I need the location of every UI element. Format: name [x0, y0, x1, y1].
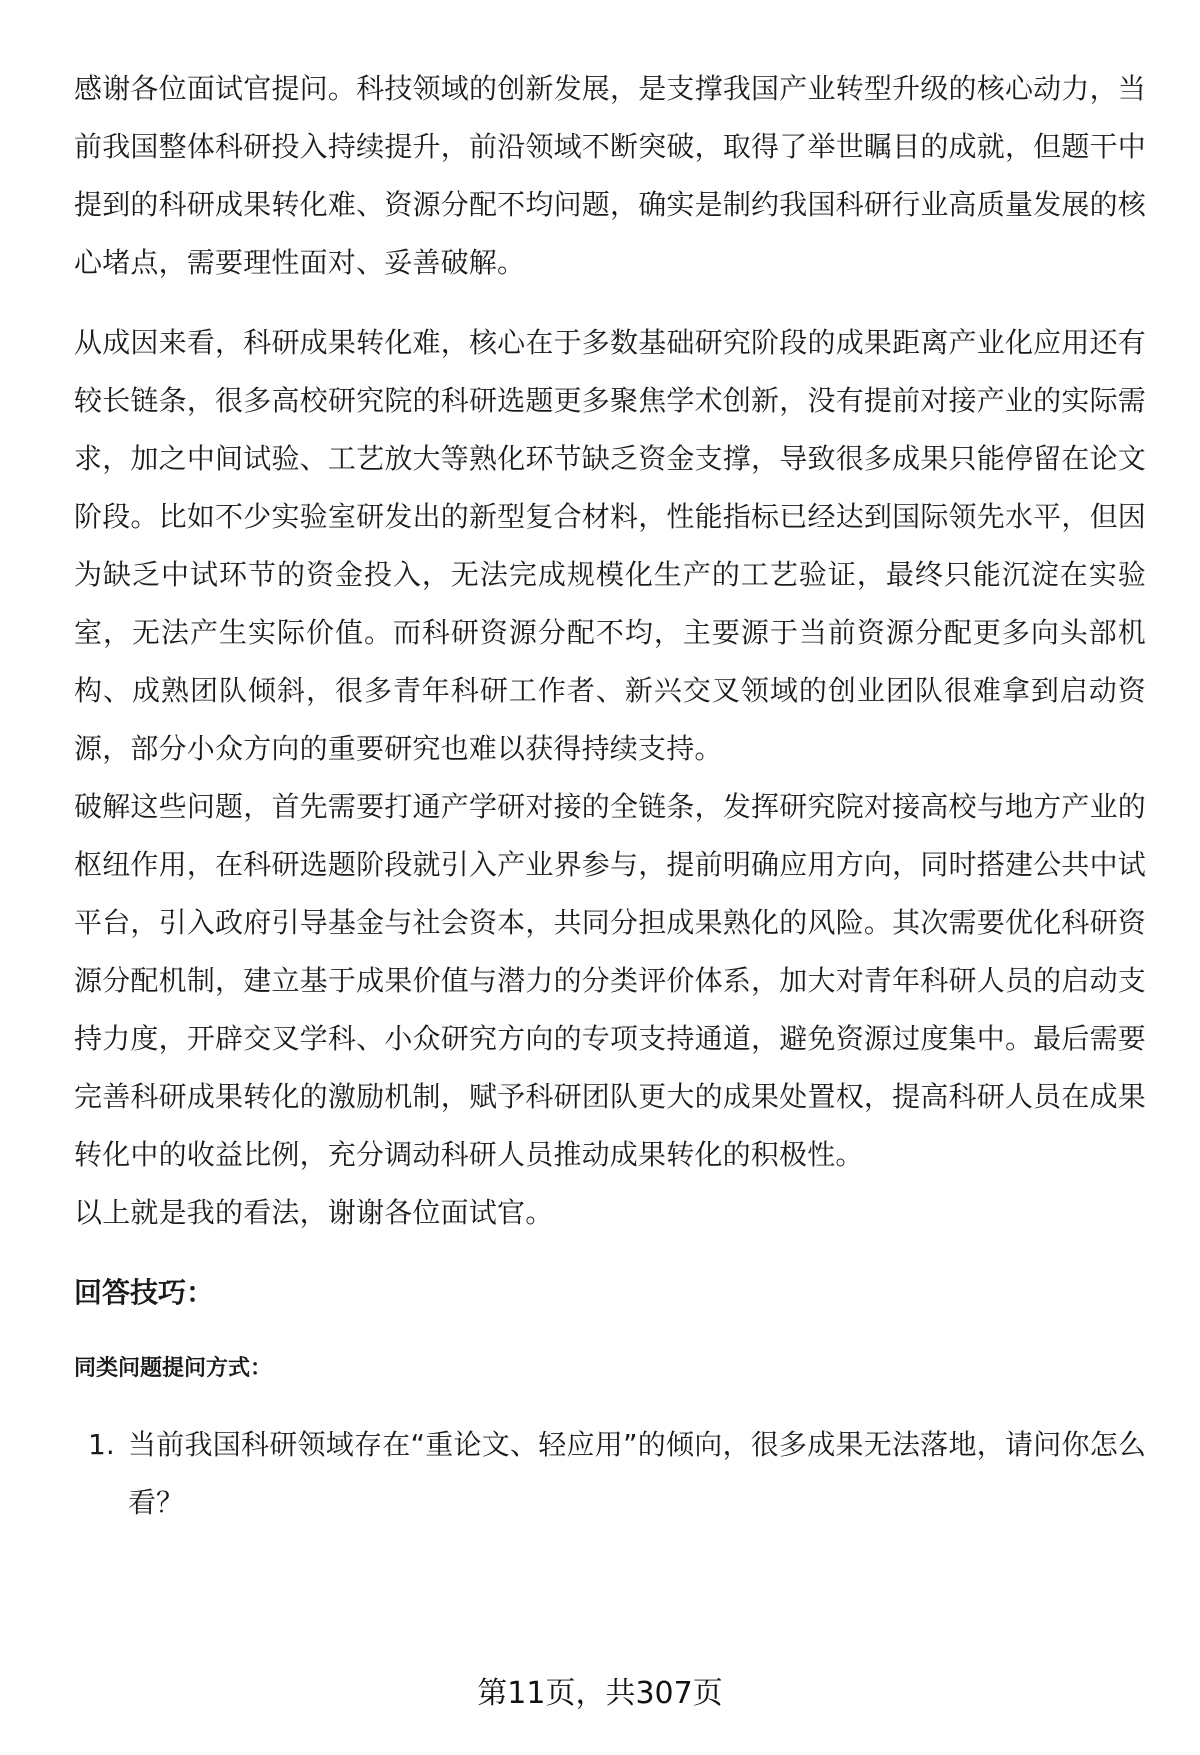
- section-subheading-similar-questions: 同类问题提问方式：: [74, 1356, 273, 1381]
- paragraph-gap: [74, 1394, 1146, 1416]
- list-item: [74, 1416, 1146, 1532]
- paragraph-intro: 感谢各位面试官提问。科技领域的创新发展，是支撑我国产业转型升级的核心动力，当前我国整体科研投入持续提升，前沿领域不断突破，取得了举世瞩目的成就，但题干中提到的科研成果转化难、资源分配不均问题，确实是制约我国科研行业高质量发展的核心堵点，需要理性面对、妥善破解。: [74, 72, 1146, 279]
- paragraph-solutions: 破解这些问题，首先需要打通产学研对接的全链条，发挥研究院对接高校与地方产业的枢纽作用，在科研选题阶段就引入产业界参与，提前明确应用方向，同时搭建公共中试平台，引入政府引导基金与社会资本，共同分担成果熟化的风险。其次需要优化科研资源分配机制，建立基于成果价值与潜力的分类评价体系，加大对青年科研人员的启动支持力度，开辟交叉学科、小众研究方向的专项支持通道，避免资源过度集中。最后需要完善科研成果转化的激励机制，赋予科研团队更大的成果处置权，提高科研人员在成果转化中的收益比例，充分调动科研人员推动成果转化的积极性。: [74, 790, 1146, 1171]
- list-item-number: 1.: [88, 1428, 115, 1461]
- paragraph-causes: 从成因来看，科研成果转化难，核心在于多数基础研究阶段的成果距离产业化应用还有较长链条，很多高校研究院的科研选题更多聚焦学术创新，没有提前对接产业的实际需求，加之中间试验、工艺放大等熟化环节缺乏资金支撑，导致很多成果只能停留在论文阶段。比如不少实验室研发出的新型复合材料，性能指标已经达到国际领先水平，但因为缺乏中试环节的资金投入，无法完成规模化生产的工艺验证，最终只能沉淀在实验室，无法产生实际价值。而科研资源分配不均，主要源于当前资源分配更多向头部机构、成熟团队倾斜，很多青年科研工作者、新兴交叉领域的创业团队很难拿到启动资源，部分小众方向的重要研究也难以获得持续支持。: [74, 326, 1146, 765]
- paragraph-gap: [74, 1242, 1146, 1264]
- paragraph-closing: 以上就是我的看法，谢谢各位面试官。: [74, 1196, 554, 1229]
- list-item-text: 当前我国科研领域存在“重论文、轻应用”的倾向，很多成果无法落地，请问你怎么看？: [128, 1428, 1146, 1519]
- page-footer: 第11页，共307页: [477, 1676, 723, 1711]
- paragraph-gap: [74, 1322, 1146, 1344]
- section-heading-answer-tips: 回答技巧：: [74, 1276, 215, 1309]
- document-body: [74, 60, 1146, 1532]
- similar-questions-list: [74, 1416, 1146, 1532]
- paragraph-gap: [74, 292, 1146, 314]
